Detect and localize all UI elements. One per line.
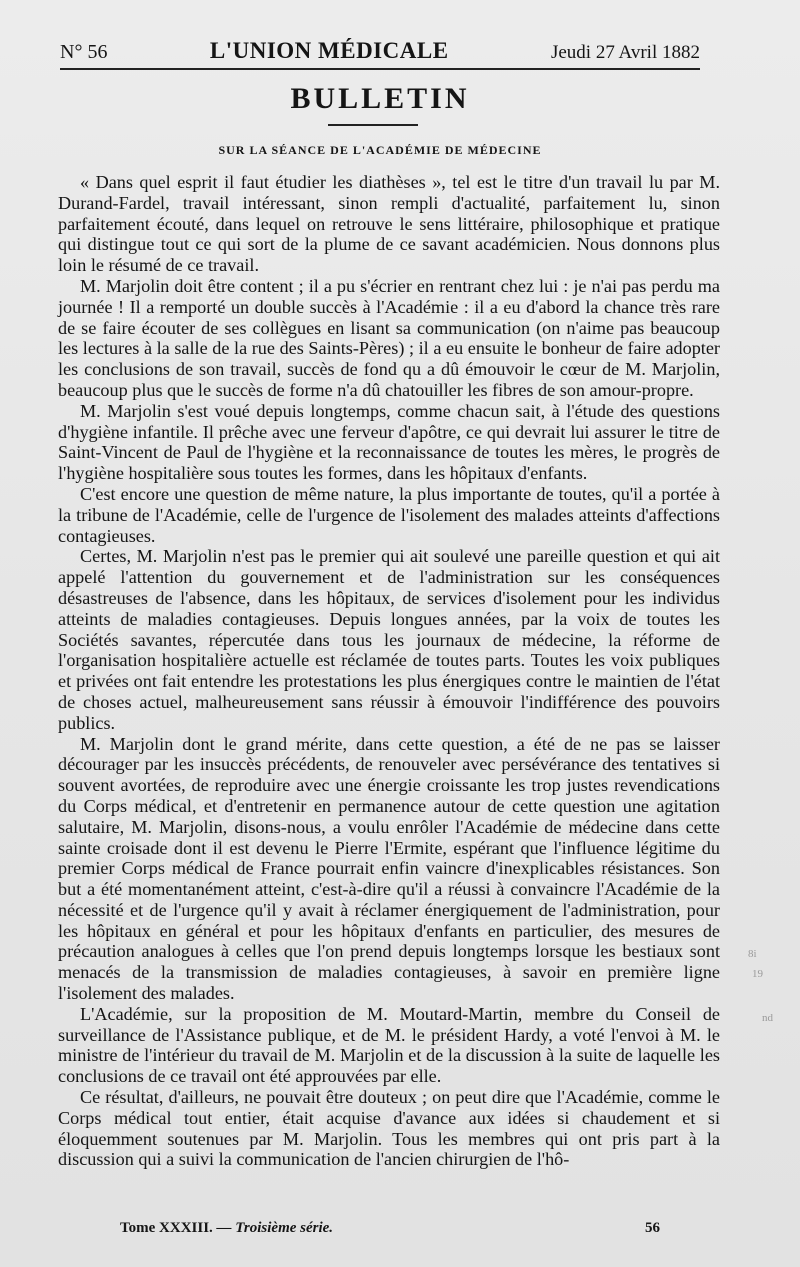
journal-title: L'UNION MÉDICALE <box>209 38 449 63</box>
article-body <box>58 172 720 1170</box>
header-rule <box>60 68 700 70</box>
paragraph: Certes, M. Marjolin n'est pas le premier qui ait soulevé une pareille question et qui ait appelé l'attention du gouvernement et de l'administration sur les conséquences désastreuses de l'absence, dans les hôpitaux, de services d'isolement pour les individus atteints de maladies contagieuses. Depuis longues années, par la voix de toutes les Sociétés savantes, répercutée dans tous les journaux de médecine, la réforme de l'organisation hospitalière actuelle est réclamée de toutes parts. Toutes les voix publiques et privées ont fait entendre les protestations les plus énergiques contre le maintien de l'état de choses actuel, malheureusement sans réussir à émouvoir l'indifférence des pouvoirs publics. <box>58 546 720 733</box>
paragraph: M. Marjolin dont le grand mérite, dans cette question, a été de ne pas se laisser décourager par les insuccès précédents, de renouveler avec persévérance des tentatives si souvent avortées, de reproduire avec une énergie croissante les trop justes revendications du Corps médical, et d'entretenir en permanence autour de cette question une agitation salutaire, M. Marjolin, disons-nous, a voulu enrôler l'Académie de médecine dans cette sainte croisade dont il est devenu le Pierre l'Ermite, espérant que l'influence légitime du premier Corps médical de France pourrait enfin vaincre d'inexplicables résistances. Son but a été momentanément atteint, c'est-à-dire qu'il a réussi à convaincre l'Académie de la nécessité et de l'urgence qu'il y avait à réclamer énergiquement de l'administration, pour les hôpitaux en général et pour les hôpitaux d'enfants en particulier, des mesures de précaution analogues à celles que l'on prend depuis longtemps lorsque les bestiaux sont menacés de la transmission de maladies contagieuses, à savoir en première ligne l'isolement des malades. <box>58 733 720 1004</box>
page-header <box>60 32 700 64</box>
footer-tome: Tome XXXIII. <box>120 1220 213 1236</box>
paragraph: C'est encore une question de même nature, la plus importante de toutes, qu'il a portée à la tribune de l'Académie, celle de l'urgence de l'isolement des malades atteints d'affections contagieuses. <box>58 483 720 546</box>
paragraph: « Dans quel esprit il faut étudier les diathèses », tel est le titre d'un travail lu par M. Durand-Fardel, travail intéressant, sinon rempli d'actualité, parfaitement lu, sinon parfaitement écouté, dans lequel on retrouve le sens littéraire, philosophique et pratique qui distingue tout ce qui sort de la plume de ce savant académicien. Nous donnons plus loin le résumé de ce travail. <box>58 172 720 276</box>
paragraph: L'Académie, sur la proposition de M. Moutard-Martin, membre du Conseil de surveillance de l'Assistance publique, et de M. le président Hardy, a voté l'envoi à M. le ministre de l'intérieur du travail de M. Marjolin et de la discussion à la suite de laquelle les conclusions de ce travail ont été approuvées par elle. <box>58 1003 720 1087</box>
paragraph: M. Marjolin s'est voué depuis longtemps, comme chacun sait, à l'étude des questions d'hygiène infantile. Il prêche avec une ferveur d'apôtre, ce qui devrait lui assurer le titre de Saint-Vincent de Paul de l'hygiène et la reconnaissance de toutes les mères, le progrès de l'hygiène hospitalière sous toutes les formes, dans les hôpitaux d'enfants. <box>58 400 720 484</box>
page-footer <box>120 1220 660 1237</box>
issue-number: N° 56 <box>60 41 108 63</box>
margin-mark: 19 <box>752 968 763 980</box>
footer-series: — Troisième série. <box>216 1220 334 1236</box>
page-number: 56 <box>645 1220 660 1236</box>
margin-mark: nd <box>762 1012 773 1024</box>
section-subtitle: SUR LA SÉANCE DE L'ACADÉMIE DE MÉDECINE <box>218 143 542 157</box>
issue-date: Jeudi 27 Avril 1882 <box>550 42 700 63</box>
section-title: BULLETIN <box>290 82 470 115</box>
footer-volume <box>120 1220 333 1237</box>
title-rule <box>328 124 418 126</box>
paragraph: Ce résultat, d'ailleurs, ne pouvait être douteux ; on peut dire que l'Académie, comme le Corps médical tout entier, était acquise d'avance aux idées si chaudement et si éloquemment soutenues par M. Marjolin. Tous les membres qui ont pris part à la discussion qui a suivi la communication de l'ancien chirurgien de l'hô- <box>58 1087 720 1170</box>
paragraph: M. Marjolin doit être content ; il a pu s'écrier en rentrant chez lui : je n'ai pas perdu ma journée ! Il a remporté un double succès à l'Académie : il a eu d'abord la chance très rare de se faire écouter de ses collègues en lisant sa communication (on n'aime pas beaucoup les lectures à la salle de la rue des Saints-Pères) ; il a eu ensuite le bonheur de faire adopter les conclusions de son travail, succès de fond qu a dû émouvoir le cœur de M. Marjolin, beaucoup plus que le succès de forme n'a dû chatouiller les fibres de son amour-propre. <box>58 275 720 400</box>
margin-mark: 8i <box>748 948 757 960</box>
